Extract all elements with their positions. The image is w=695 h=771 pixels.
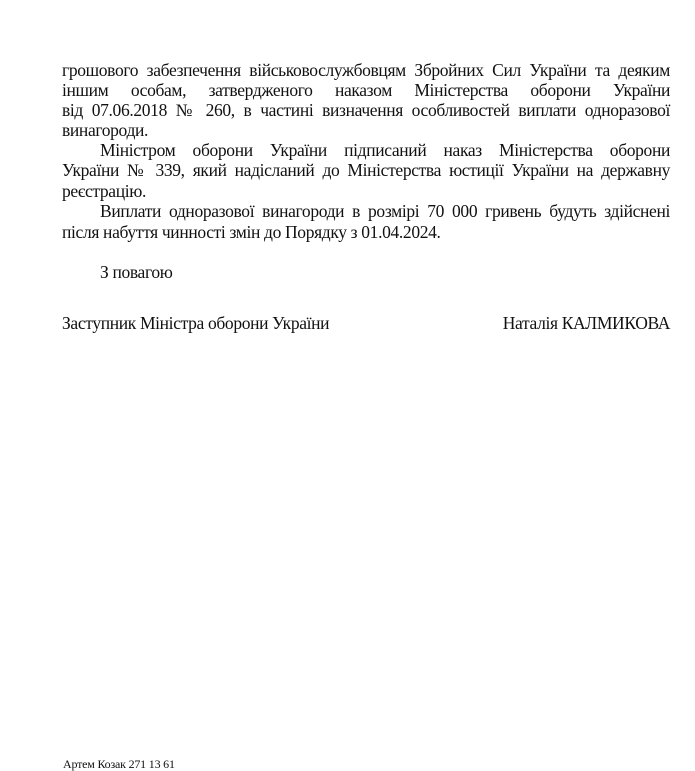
paragraph-2-line-2: України № 339, який надісланий до Міністерства юстиції України на державну bbox=[62, 160, 670, 180]
paragraph-2-line-3: реєстрацію. bbox=[62, 181, 147, 201]
signatory-name: Наталія КАЛМИКОВА bbox=[502, 313, 670, 333]
paragraph-2-line-1: Міністром оборони України підписаний наказ Міністерства оборони bbox=[100, 140, 670, 160]
signatory-position: Заступник Міністра оборони України bbox=[62, 313, 330, 333]
paragraph-3-line-2: після набуття чинності змін до Порядку з 01.04.2024. bbox=[62, 222, 441, 242]
paragraph-1-line-4: винагороди. bbox=[62, 120, 149, 140]
paragraph-3-line-1: Виплати одноразової винагороди в розмірі 70 000 гривень будуть здійснені bbox=[100, 201, 670, 221]
paragraph-1-line-3: від 07.06.2018 № 260, в частині визначення особливостей виплати одноразової bbox=[62, 100, 670, 120]
paragraph-1-line-1: грошового забезпечення військовослужбовцям Збройних Сил України та деяким bbox=[62, 60, 670, 80]
executor-footer: Артем Козак 271 13 61 bbox=[63, 757, 175, 771]
paragraph-1-line-2: іншим особам, затвердженого наказом Міністерства оборони України bbox=[62, 80, 670, 100]
closing-regards: З повагою bbox=[100, 262, 173, 282]
